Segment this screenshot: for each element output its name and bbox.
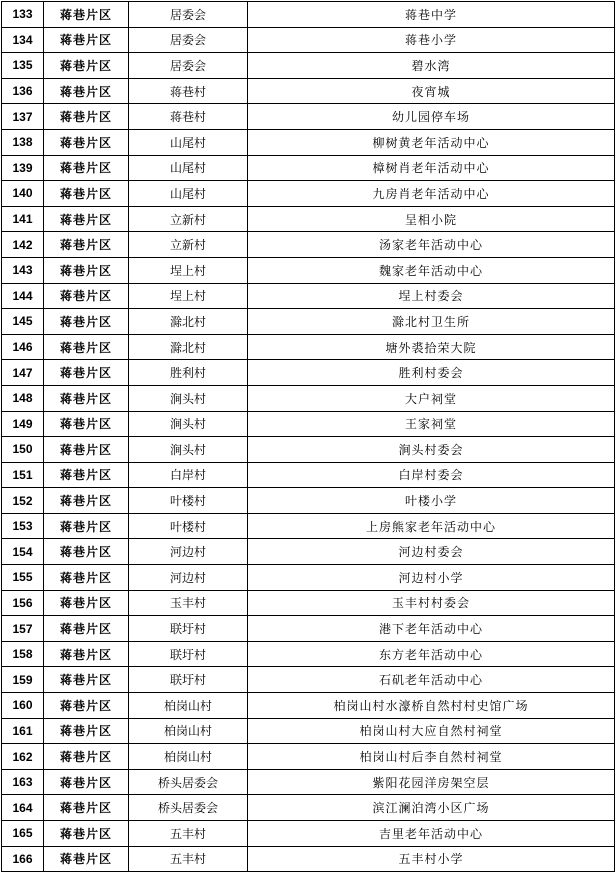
row-number-cell: 147	[2, 360, 44, 386]
table-row	[2, 309, 615, 335]
village-cell: 五丰村	[129, 846, 248, 872]
village-cell: 立新村	[129, 232, 248, 258]
row-number-cell: 158	[2, 641, 44, 667]
village-cell: 柏岗山村	[129, 693, 248, 719]
table-row	[2, 795, 615, 821]
place-cell: 胜利村委会	[248, 360, 615, 386]
table-row	[2, 616, 615, 642]
place-cell: 港下老年活动中心	[248, 616, 615, 642]
area-cell: 蒋巷片区	[44, 769, 129, 795]
table-row	[2, 769, 615, 795]
table-row	[2, 78, 615, 104]
village-cell: 居委会	[129, 2, 248, 28]
area-cell: 蒋巷片区	[44, 488, 129, 514]
village-cell: 居委会	[129, 53, 248, 79]
place-cell: 幼儿园停车场	[248, 104, 615, 130]
place-cell: 碧水湾	[248, 53, 615, 79]
row-number-cell: 144	[2, 283, 44, 309]
place-cell: 夜宵城	[248, 78, 615, 104]
row-number-cell: 137	[2, 104, 44, 130]
village-cell: 联圩村	[129, 667, 248, 693]
area-cell: 蒋巷片区	[44, 616, 129, 642]
area-cell: 蒋巷片区	[44, 718, 129, 744]
village-cell: 胜利村	[129, 360, 248, 386]
area-cell: 蒋巷片区	[44, 795, 129, 821]
village-cell: 桥头居委会	[129, 769, 248, 795]
row-number-cell: 162	[2, 744, 44, 770]
area-cell: 蒋巷片区	[44, 385, 129, 411]
place-cell: 滨江澜泊湾小区广场	[248, 795, 615, 821]
village-cell: 桥头居委会	[129, 795, 248, 821]
area-cell: 蒋巷片区	[44, 309, 129, 335]
row-number-cell: 134	[2, 27, 44, 53]
area-cell: 蒋巷片区	[44, 641, 129, 667]
area-cell: 蒋巷片区	[44, 437, 129, 463]
village-cell: 叶楼村	[129, 513, 248, 539]
table-row	[2, 437, 615, 463]
table-row	[2, 641, 615, 667]
place-cell: 玉丰村村委会	[248, 590, 615, 616]
place-cell: 上房熊家老年活动中心	[248, 513, 615, 539]
village-cell: 河边村	[129, 565, 248, 591]
row-number-cell: 138	[2, 129, 44, 155]
table-row	[2, 206, 615, 232]
village-cell: 山尾村	[129, 155, 248, 181]
place-cell: 塘外裘拾荣大院	[248, 334, 615, 360]
village-cell: 滁北村	[129, 309, 248, 335]
area-cell: 蒋巷片区	[44, 232, 129, 258]
village-cell: 蒋巷村	[129, 78, 248, 104]
area-cell: 蒋巷片区	[44, 693, 129, 719]
place-cell: 叶楼小学	[248, 488, 615, 514]
area-cell: 蒋巷片区	[44, 78, 129, 104]
area-cell: 蒋巷片区	[44, 334, 129, 360]
area-cell: 蒋巷片区	[44, 565, 129, 591]
village-cell: 五丰村	[129, 821, 248, 847]
place-cell: 九房肖老年活动中心	[248, 181, 615, 207]
table-row	[2, 539, 615, 565]
village-cell: 埕上村	[129, 257, 248, 283]
place-cell: 柏岗山村大应自然村祠堂	[248, 718, 615, 744]
place-cell: 五丰村小学	[248, 846, 615, 872]
row-number-cell: 159	[2, 667, 44, 693]
row-number-cell: 139	[2, 155, 44, 181]
area-cell: 蒋巷片区	[44, 360, 129, 386]
row-number-cell: 165	[2, 821, 44, 847]
village-cell: 立新村	[129, 206, 248, 232]
area-cell: 蒋巷片区	[44, 513, 129, 539]
row-number-cell: 133	[2, 2, 44, 28]
area-cell: 蒋巷片区	[44, 667, 129, 693]
place-cell: 蒋巷小学	[248, 27, 615, 53]
table-row	[2, 488, 615, 514]
table-row	[2, 718, 615, 744]
area-cell: 蒋巷片区	[44, 181, 129, 207]
row-number-cell: 164	[2, 795, 44, 821]
village-cell: 联圩村	[129, 616, 248, 642]
table-row	[2, 155, 615, 181]
row-number-cell: 157	[2, 616, 44, 642]
row-number-cell: 150	[2, 437, 44, 463]
village-cell: 山尾村	[129, 129, 248, 155]
area-cell: 蒋巷片区	[44, 846, 129, 872]
area-cell: 蒋巷片区	[44, 821, 129, 847]
village-cell: 河边村	[129, 539, 248, 565]
village-cell: 涧头村	[129, 437, 248, 463]
table-row	[2, 565, 615, 591]
place-cell: 王家祠堂	[248, 411, 615, 437]
area-cell: 蒋巷片区	[44, 462, 129, 488]
row-number-cell: 146	[2, 334, 44, 360]
row-number-cell: 141	[2, 206, 44, 232]
village-cell: 叶楼村	[129, 488, 248, 514]
table-row	[2, 513, 615, 539]
table-row	[2, 257, 615, 283]
place-cell: 紫阳花园洋房架空层	[248, 769, 615, 795]
area-cell: 蒋巷片区	[44, 155, 129, 181]
table-row	[2, 104, 615, 130]
village-cell: 埕上村	[129, 283, 248, 309]
area-cell: 蒋巷片区	[44, 206, 129, 232]
place-cell: 涧头村委会	[248, 437, 615, 463]
place-cell: 埕上村委会	[248, 283, 615, 309]
table-row	[2, 232, 615, 258]
row-number-cell: 161	[2, 718, 44, 744]
place-cell: 蒋巷中学	[248, 2, 615, 28]
place-cell: 大户祠堂	[248, 385, 615, 411]
row-number-cell: 160	[2, 693, 44, 719]
table-row	[2, 129, 615, 155]
place-cell: 白岸村委会	[248, 462, 615, 488]
table-row	[2, 411, 615, 437]
row-number-cell: 148	[2, 385, 44, 411]
village-cell: 居委会	[129, 27, 248, 53]
table-row	[2, 181, 615, 207]
row-number-cell: 149	[2, 411, 44, 437]
row-number-cell: 151	[2, 462, 44, 488]
row-number-cell: 163	[2, 769, 44, 795]
area-cell: 蒋巷片区	[44, 590, 129, 616]
area-cell: 蒋巷片区	[44, 411, 129, 437]
row-number-cell: 145	[2, 309, 44, 335]
village-cell: 山尾村	[129, 181, 248, 207]
area-cell: 蒋巷片区	[44, 27, 129, 53]
row-number-cell: 142	[2, 232, 44, 258]
row-number-cell: 166	[2, 846, 44, 872]
village-cell: 蒋巷村	[129, 104, 248, 130]
village-cell: 柏岗山村	[129, 718, 248, 744]
place-cell: 汤家老年活动中心	[248, 232, 615, 258]
table-row	[2, 693, 615, 719]
place-cell: 河边村小学	[248, 565, 615, 591]
area-cell: 蒋巷片区	[44, 744, 129, 770]
village-cell: 滁北村	[129, 334, 248, 360]
place-cell: 滁北村卫生所	[248, 309, 615, 335]
place-cell: 河边村委会	[248, 539, 615, 565]
place-cell: 呈相小院	[248, 206, 615, 232]
place-cell: 柏岗山村水濠桥自然村村史馆广场	[248, 693, 615, 719]
place-cell: 石矶老年活动中心	[248, 667, 615, 693]
table-body	[2, 2, 615, 872]
site-list-table	[1, 1, 615, 872]
row-number-cell: 156	[2, 590, 44, 616]
area-cell: 蒋巷片区	[44, 2, 129, 28]
table-row	[2, 744, 615, 770]
area-cell: 蒋巷片区	[44, 283, 129, 309]
row-number-cell: 136	[2, 78, 44, 104]
place-cell: 吉里老年活动中心	[248, 821, 615, 847]
table-row	[2, 385, 615, 411]
village-cell: 柏岗山村	[129, 744, 248, 770]
table-row	[2, 590, 615, 616]
area-cell: 蒋巷片区	[44, 53, 129, 79]
table-row	[2, 2, 615, 28]
row-number-cell: 154	[2, 539, 44, 565]
table-row	[2, 53, 615, 79]
row-number-cell: 155	[2, 565, 44, 591]
place-cell: 柏岗山村后李自然村祠堂	[248, 744, 615, 770]
row-number-cell: 135	[2, 53, 44, 79]
village-cell: 玉丰村	[129, 590, 248, 616]
table-row	[2, 462, 615, 488]
table-row	[2, 334, 615, 360]
table-row	[2, 27, 615, 53]
village-cell: 涧头村	[129, 385, 248, 411]
table-row	[2, 821, 615, 847]
row-number-cell: 143	[2, 257, 44, 283]
table-row	[2, 360, 615, 386]
place-cell: 东方老年活动中心	[248, 641, 615, 667]
row-number-cell: 140	[2, 181, 44, 207]
village-cell: 白岸村	[129, 462, 248, 488]
area-cell: 蒋巷片区	[44, 104, 129, 130]
table-row	[2, 667, 615, 693]
table-row	[2, 846, 615, 872]
place-cell: 魏家老年活动中心	[248, 257, 615, 283]
row-number-cell: 153	[2, 513, 44, 539]
area-cell: 蒋巷片区	[44, 257, 129, 283]
row-number-cell: 152	[2, 488, 44, 514]
area-cell: 蒋巷片区	[44, 539, 129, 565]
place-cell: 柳树黄老年活动中心	[248, 129, 615, 155]
village-cell: 涧头村	[129, 411, 248, 437]
area-cell: 蒋巷片区	[44, 129, 129, 155]
village-cell: 联圩村	[129, 641, 248, 667]
table-row	[2, 283, 615, 309]
place-cell: 樟树肖老年活动中心	[248, 155, 615, 181]
